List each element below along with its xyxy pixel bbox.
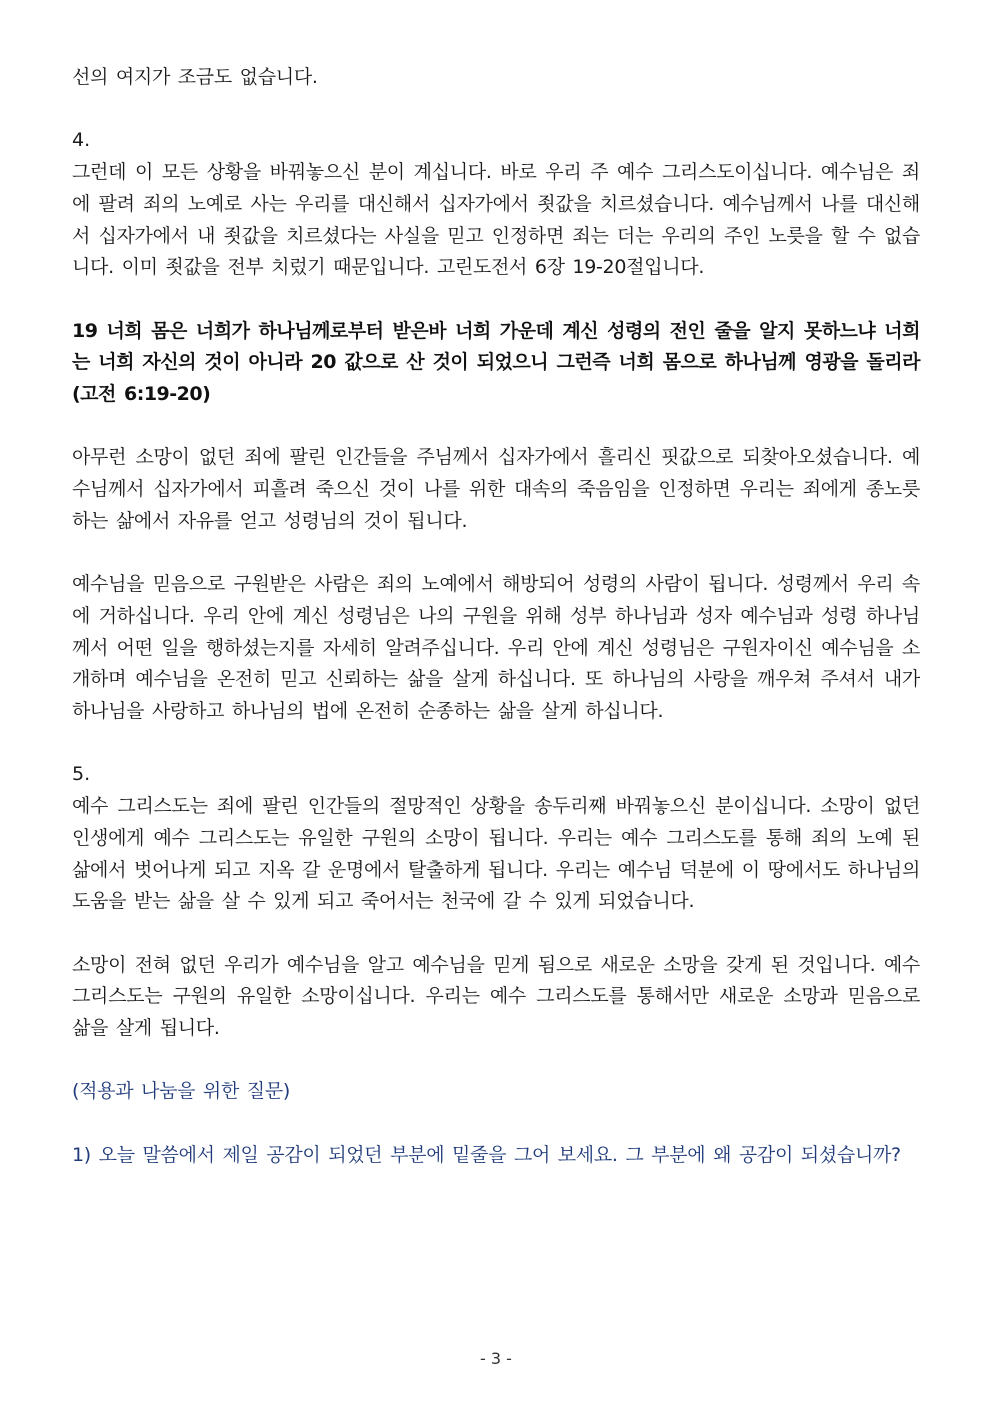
spacer <box>72 1045 920 1077</box>
paragraph-continuation: 선의 여지가 조금도 없습니다. <box>72 66 318 88</box>
spacer <box>72 284 920 316</box>
page-number: - 3 - <box>480 1349 512 1368</box>
paragraph-section5-intro: 예수 그리스도는 죄에 팔린 인간들의 절망적인 상황을 송두리째 바꿔놓으신 분이십니다. 소망이 없던 인생에게 예수 그리스도는 유일한 구원의 소망이 됩니다. 우리는 예수 그리스도를 통해 죄의 노예 된 삶에서 벗어나게 되고 지옥 갈 운명에서 탈출하게 됩니다. 우리는 예수님 덕분에 이 땅에서도 하나님의 도움을 받는 삶을 살 수 있게 되고 죽어서는 천국에 갈 수 있게 되었습니다. <box>72 795 920 913</box>
spacer <box>72 538 920 570</box>
paragraph-holy-spirit: 예수님을 믿음으로 구원받은 사람은 죄의 노예에서 해방되어 성령의 사람이 됩니다. 성령께서 우리 속에 거하십니다. 우리 안에 계신 성령님은 나의 구원을 위해 성부 하나님과 성자 예수님과 성령 하나님께서 어떤 일을 행하셨는지를 자세히 알려주십니다. 우리 안에 계신 성령님은 구원자이신 예수님을 소개하며 예수님을 온전히 믿고 신뢰하는 삶을 살게 하십니다. 또 하나님의 사랑을 깨우쳐 주셔서 내가 하나님을 사랑하고 하나님의 법에 온전히 순종하는 삶을 살게 하십니다. <box>72 573 920 722</box>
paragraph-section4-intro: 그런데 이 모든 상황을 바꿔놓으신 분이 계십니다. 바로 우리 주 예수 그리스도이십니다. 예수님은 죄에 팔려 죄의 노예로 사는 우리를 대신해서 십자가에서 죗값을 치르셨습니다. 예수님께서 나를 대신해서 십자가에서 내 죗값을 치르셨다는 사실을 믿고 인정하면 죄는 더는 우리의 주인 노릇을 할 수 없습니다. 이미 죗값을 전부 치렀기 때문입니다. 고린도전서 6장 19-20절입니다. <box>72 161 920 279</box>
spacer <box>72 411 920 443</box>
spacer <box>72 918 920 950</box>
section-number-5: 5. <box>72 763 91 786</box>
questions-heading: (적용과 나눔을 위한 질문) <box>72 1080 290 1103</box>
document-page <box>72 62 920 1171</box>
spacer <box>72 1108 920 1140</box>
paragraph-new-hope: 소망이 전혀 없던 우리가 예수님을 알고 예수님을 믿게 됨으로 새로운 소망을 갖게 된 것입니다. 예수 그리스도는 구원의 유일한 소망이십니다. 우리는 예수 그리스도를 통해서만 새로운 소망과 믿음으로 삶을 살게 됩니다. <box>72 953 920 1039</box>
paragraph-redemption: 아무런 소망이 없던 죄에 팔린 인간들을 주님께서 십자가에서 흘리신 핏값으로 되찾아오셨습니다. 예수님께서 십자가에서 피흘려 죽으신 것이 나를 위한 대속의 죽음임을 인정하면 우리는 죄에게 종노릇하는 삶에서 자유를 얻고 성령님의 것이 됩니다. <box>72 446 920 532</box>
scripture-quote: 19 너희 몸은 너희가 하나님께로부터 받은바 너희 가운데 계신 성령의 전인 줄을 알지 못하느냐 너희는 너희 자신의 것이 아니라 20 값으로 산 것이 되었으니 그런즉 너희 몸으로 하나님께 영광을 돌리라 (고전 6:19-20) <box>72 319 920 405</box>
section-number-4: 4. <box>72 129 91 152</box>
spacer <box>72 94 920 126</box>
spacer <box>72 728 920 760</box>
question-1: 1) 오늘 말씀에서 제일 공감이 되었던 부분에 밑줄을 그어 보세요. 그 부분에 왜 공감이 되셨습니까? <box>72 1143 901 1166</box>
